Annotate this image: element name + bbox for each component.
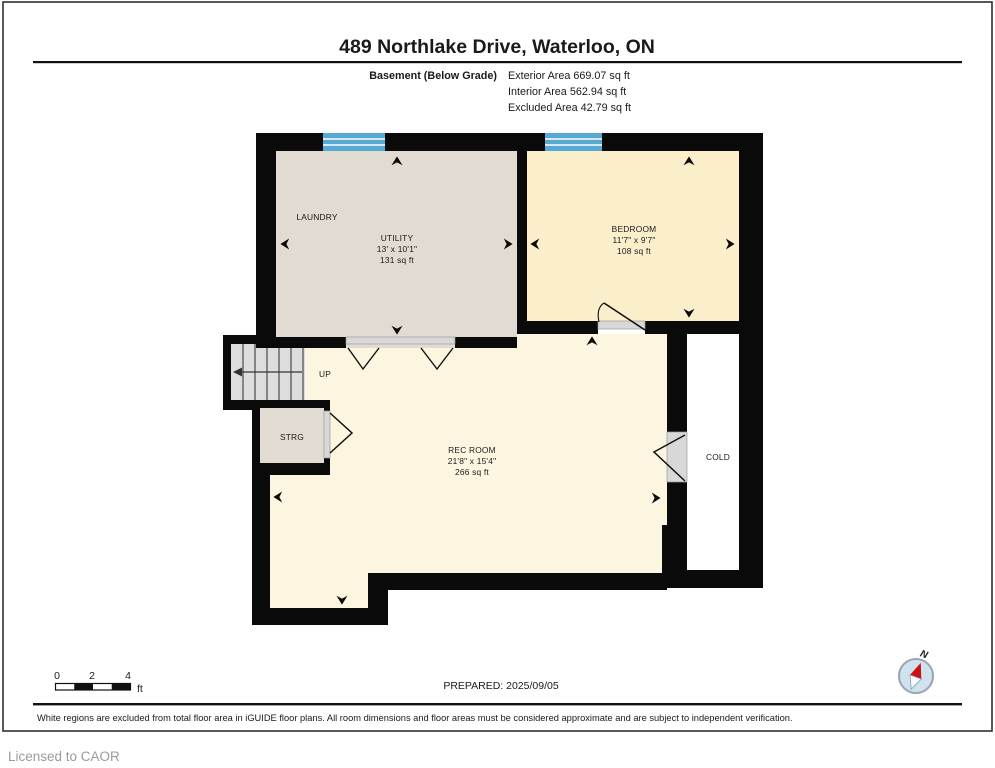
wall-utility-bottom-left [256,337,346,348]
rec-room-area: 266 sq ft [455,467,489,477]
wall-cold-left-bottom [662,525,687,573]
wall-utility-bedroom [517,151,527,334]
bedroom-area: 108 sq ft [617,246,651,256]
wall-storage-right-bottom [324,458,330,475]
utility-area: 131 sq ft [380,255,414,265]
wall-right [739,133,763,588]
wall-bottom-left [252,608,388,625]
wall-cold-left-top [667,334,687,432]
bedroom-window [545,133,602,151]
wall-left-upper [256,133,276,348]
wall-storage-top [256,400,330,408]
stairs [231,344,305,400]
wall-bottom-mid [368,573,667,590]
scale-tick-4: 4 [125,670,131,682]
utility-dims: 13' x 10'1" [376,244,418,254]
scale-tick-2: 2 [89,670,95,682]
utility-doorway [346,337,455,344]
wall-stairs-left [223,335,231,410]
storage-label: STRG [279,432,305,442]
prepared-date: PREPARED: 2025/09/05 [443,680,559,692]
license-text: Licensed to CAOR [8,749,120,764]
exterior-area: Exterior Area 669.07 sq ft [508,70,630,82]
interior-area: Interior Area 562.94 sq ft [508,86,627,98]
wall-storage-right-top [324,400,330,411]
scale-bar [54,670,143,695]
wall-utility-bottom-right [455,337,517,348]
wall-bottom-right [662,570,763,588]
utility-label: UTILITY [380,233,414,243]
wall-cold-left-mid [667,482,687,527]
bedroom-label: BEDROOM [611,224,657,234]
header [33,36,962,114]
stairs-up-label: UP [318,369,332,379]
wall-bedroom-bottom-left [517,321,598,334]
page-title: 489 Northlake Drive, Waterloo, ON [339,36,655,58]
cold-label: COLD [705,452,731,462]
wall-left-lower [252,475,270,625]
rec-room-label: REC ROOM [448,445,496,455]
compass-north-label: N [918,648,929,662]
excluded-area: Excluded Area 42.79 sq ft [508,102,632,114]
wall-storage-bottom [252,463,330,475]
utility-window [323,133,385,151]
bedroom-dims: 11'7" x 9'7" [612,235,656,245]
footer-divider [33,703,962,705]
rec-room-dims: 21'8" x 15'4" [447,456,497,466]
laundry-label: LAUNDRY [296,212,338,222]
scale-bar-segment-black-1 [74,684,93,691]
footer [8,703,962,764]
compass-icon [899,648,933,693]
scale-unit: ft [137,683,143,695]
scale-bar-segment-black-2 [112,684,131,691]
wall-bedroom-bottom-right [645,321,763,334]
disclaimer-text: White regions are excluded from total floor area in iGUIDE floor plans. All room dimensions and floor areas must be considered approximate and are subject to independent verification. [37,713,793,723]
scale-tick-0: 0 [54,670,60,682]
storage-doorway [324,411,330,458]
title-divider [33,61,962,63]
floor-label: Basement (Below Grade) [369,70,497,82]
